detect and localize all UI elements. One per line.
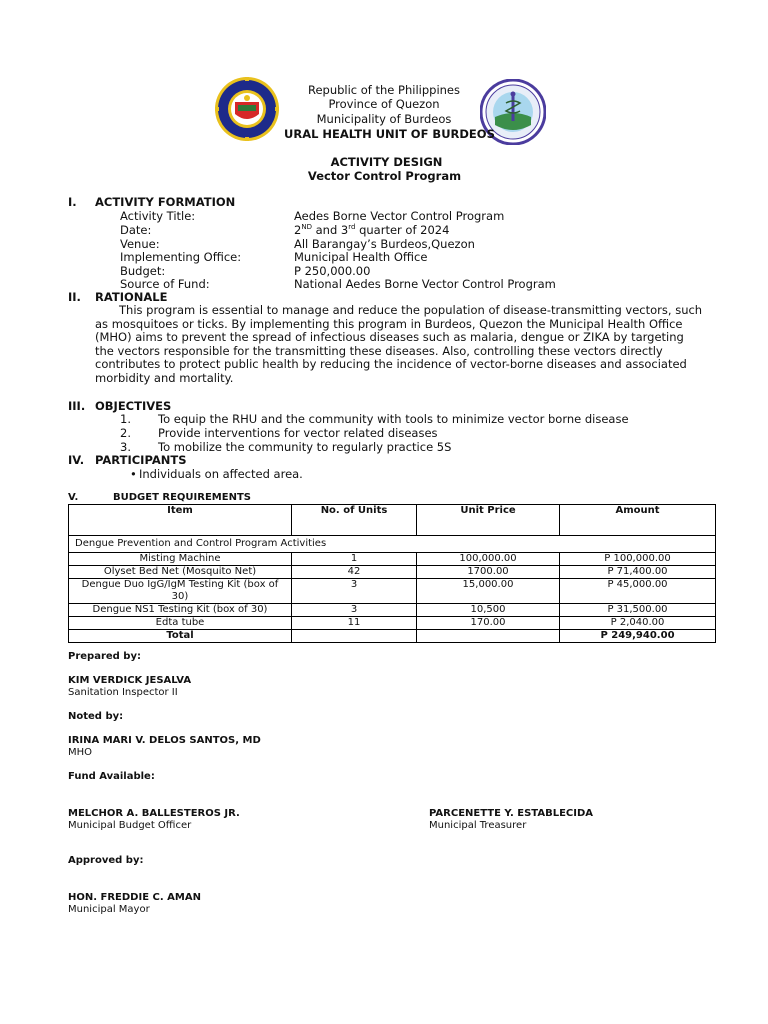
budget-label: Budget:: [120, 264, 166, 278]
cell-empty: [292, 630, 417, 643]
cell-unit-price: 100,000.00: [417, 553, 560, 566]
source-of-fund-value: National Aedes Borne Vector Control Program: [294, 277, 556, 291]
mayor-title: Municipal Mayor: [68, 904, 150, 915]
date-suffix: rd: [348, 223, 356, 231]
date-value: [294, 223, 449, 237]
noted-by-title: MHO: [68, 747, 93, 758]
rationale-paragraph: This program is essential to manage and reduce the population of disease-transmitting vectors, such as mosquitoes or ticks. By implementing this program in Burdeos, Quezon the Municipal Health Office (MHO) aims to prevent the spread of infectious diseases such as malaria, dengue or ZIKA by targeting the vectors responsible for the transmitting these diseases. Also, controlling these vectors directly contributes to protect public health by reducing the incidence of vector-borne diseases and associated morbidity and mortality.: [95, 303, 703, 385]
date-part: 2: [294, 223, 302, 237]
header-province: Province of Quezon: [328, 97, 440, 111]
objective-number: 3.: [120, 440, 131, 454]
noted-by-name: IRINA MARI V. DELOS SANTOS, MD: [68, 735, 261, 746]
date-part: and 3: [311, 223, 349, 237]
column-header-unit-price: Unit Price: [417, 505, 560, 536]
cell-units: 3: [292, 579, 417, 604]
budget-value: P 250,000.00: [294, 264, 371, 278]
total-label: Total: [69, 630, 292, 643]
objective-item: To equip the RHU and the community with tools to minimize vector borne disease: [158, 412, 629, 426]
prepared-by-label: Prepared by:: [68, 651, 141, 662]
section-heading-budget: BUDGET REQUIREMENTS: [113, 492, 251, 503]
approved-by-label: Approved by:: [68, 855, 144, 866]
cell-item: Olyset Bed Net (Mosquito Net): [69, 566, 292, 579]
bullet-marker: •: [130, 467, 137, 481]
header-municipality: Municipality of Burdeos: [316, 112, 452, 126]
cell-item: Misting Machine: [69, 553, 292, 566]
cell-unit-price: 15,000.00: [417, 579, 560, 604]
date-label: Date:: [120, 223, 152, 237]
cell-amount: P 71,400.00: [560, 566, 716, 579]
date-suffix: ND: [301, 223, 312, 231]
implementing-office-label: Implementing Office:: [120, 250, 242, 264]
mayor-name: HON. FREDDIE C. AMAN: [68, 892, 201, 903]
cell-amount: P 31,500.00: [560, 604, 716, 617]
date-part: quarter of 2024: [355, 223, 450, 237]
table-row: [69, 579, 716, 604]
section-number: V.: [68, 492, 79, 503]
table-category-row: [69, 536, 716, 553]
column-header-units: No. of Units: [292, 505, 417, 536]
document-title: ACTIVITY DESIGN: [330, 155, 443, 169]
budget-officer-title: Municipal Budget Officer: [68, 820, 192, 831]
prepared-by-name: KIM VERDICK JESALVA: [68, 675, 192, 686]
cell-amount: P 45,000.00: [560, 579, 716, 604]
cell-units: 11: [292, 617, 417, 630]
table-row: [69, 566, 716, 579]
source-of-fund-label: Source of Fund:: [120, 277, 210, 291]
section-number: III.: [68, 399, 86, 413]
section-heading-participants: PARTICIPANTS: [95, 453, 187, 467]
document-subtitle: Vector Control Program: [307, 169, 462, 183]
header-republic: Republic of the Philippines: [307, 83, 461, 97]
treasurer-title: Municipal Treasurer: [429, 820, 527, 831]
budget-table: [68, 504, 716, 643]
objective-number: 2.: [120, 426, 131, 440]
cell-unit-price: 10,500: [417, 604, 560, 617]
cell-units: 1: [292, 553, 417, 566]
cell-unit-price: 170.00: [417, 617, 560, 630]
cell-item: Dengue NS1 Testing Kit (box of 30): [69, 604, 292, 617]
section-number: II.: [68, 290, 81, 304]
participant-item: Individuals on affected area.: [139, 467, 303, 481]
section-number: IV.: [68, 453, 85, 467]
venue-label: Venue:: [120, 237, 160, 251]
implementing-office-value: Municipal Health Office: [294, 250, 428, 264]
section-number: I.: [68, 195, 77, 209]
column-header-amount: Amount: [560, 505, 716, 536]
cell-item: Edta tube: [69, 617, 292, 630]
table-header-row: [69, 505, 716, 536]
table-row: [69, 604, 716, 617]
activity-title-value: Aedes Borne Vector Control Program: [294, 209, 505, 223]
section-heading-objectives: OBJECTIVES: [95, 399, 172, 413]
column-header-item: Item: [69, 505, 292, 536]
table-row: [69, 617, 716, 630]
cell-units: 3: [292, 604, 417, 617]
activity-title-label: Activity Title:: [120, 209, 196, 223]
noted-by-label: Noted by:: [68, 711, 124, 722]
fund-available-label: Fund Available:: [68, 771, 155, 782]
table-row: [69, 553, 716, 566]
section-heading-activity-formation: ACTIVITY FORMATION: [95, 195, 236, 209]
cell-unit-price: 1700.00: [417, 566, 560, 579]
prepared-by-title: Sanitation Inspector II: [68, 687, 178, 698]
cell-empty: [417, 630, 560, 643]
venue-value: All Barangay’s Burdeos,Quezon: [294, 237, 475, 251]
category-label: Dengue Prevention and Control Program Activities: [69, 536, 716, 553]
cell-amount: P 100,000.00: [560, 553, 716, 566]
budget-officer-name: MELCHOR A. BALLESTEROS JR.: [68, 808, 240, 819]
objective-number: 1.: [120, 412, 131, 426]
cell-amount: P 2,040.00: [560, 617, 716, 630]
total-amount: P 249,940.00: [560, 630, 716, 643]
cell-units: 42: [292, 566, 417, 579]
treasurer-name: PARCENETTE Y. ESTABLECIDA: [429, 808, 594, 819]
header-rhu: URAL HEALTH UNIT OF BURDEOS: [284, 127, 495, 141]
objective-item: To mobilize the community to regularly practice 5S: [158, 440, 452, 454]
objective-item: Provide interventions for vector related diseases: [158, 426, 438, 440]
table-total-row: [69, 630, 716, 643]
cell-item: Dengue Duo IgG/IgM Testing Kit (box of 30): [69, 579, 292, 604]
section-heading-rationale: RATIONALE: [95, 290, 168, 304]
